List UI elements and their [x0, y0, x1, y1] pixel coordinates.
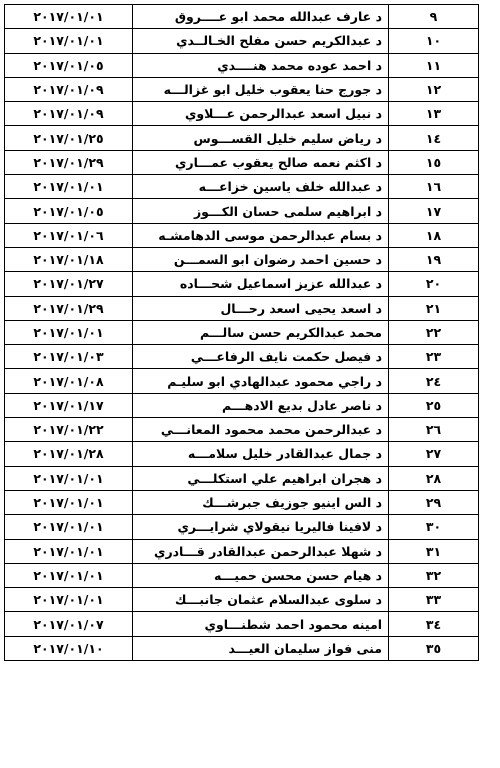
number-cell: ٢٩ [389, 490, 479, 514]
table-row [5, 223, 479, 247]
number-cell: ١٣ [389, 102, 479, 126]
roster-table-body [5, 5, 479, 661]
table-row [5, 320, 479, 344]
date-cell: ٢٠١٧/٠١/٠١ [5, 29, 133, 53]
table-row [5, 150, 479, 174]
name-cell: د رياض سليم خليل القســـوس [133, 126, 389, 150]
date-cell: ٢٠١٧/٠١/٠٦ [5, 223, 133, 247]
table-row [5, 102, 479, 126]
name-cell: د حسين احمد رضوان ابو السمـــن [133, 247, 389, 271]
number-cell: ٢٠ [389, 272, 479, 296]
number-cell: ٢٨ [389, 466, 479, 490]
table-row [5, 296, 479, 320]
name-cell: د لافينا فاليريا نيقولاي شرايـــري [133, 515, 389, 539]
date-cell: ٢٠١٧/٠١/٠١ [5, 563, 133, 587]
number-cell: ٢٥ [389, 393, 479, 417]
table-row [5, 612, 479, 636]
table-row [5, 490, 479, 514]
table-row [5, 563, 479, 587]
number-cell: ٢٧ [389, 442, 479, 466]
name-cell: امينه محمود احمد شطنـــاوي [133, 612, 389, 636]
table-row [5, 53, 479, 77]
table-row [5, 5, 479, 29]
date-cell: ٢٠١٧/٠١/٢٩ [5, 150, 133, 174]
table-row [5, 588, 479, 612]
table-row [5, 29, 479, 53]
date-cell: ٢٠١٧/٠١/٠١ [5, 175, 133, 199]
date-cell: ٢٠١٧/٠١/١٧ [5, 393, 133, 417]
table-row [5, 418, 479, 442]
table-row [5, 636, 479, 660]
number-cell: ١٥ [389, 150, 479, 174]
name-cell: د هجران ابراهيم علي استكلـــي [133, 466, 389, 490]
number-cell: ٣٠ [389, 515, 479, 539]
name-cell: د اسعد يحيى اسعد رحـــال [133, 296, 389, 320]
number-cell: ٣٣ [389, 588, 479, 612]
table-row [5, 126, 479, 150]
number-cell: ١٠ [389, 29, 479, 53]
number-cell: ٣٥ [389, 636, 479, 660]
date-cell: ٢٠١٧/٠١/٠٩ [5, 77, 133, 101]
name-cell: د شهلا عبدالرحمن عبدالقادر قـــادري [133, 539, 389, 563]
table-row [5, 539, 479, 563]
table-row [5, 77, 479, 101]
table-row [5, 175, 479, 199]
date-cell: ٢٠١٧/٠١/١٠ [5, 636, 133, 660]
date-cell: ٢٠١٧/٠١/٠١ [5, 588, 133, 612]
name-cell: د احمد عوده محمد هنــــدي [133, 53, 389, 77]
table-row [5, 369, 479, 393]
name-cell: د عبدالكريم حسن مفلح الخـالــدي [133, 29, 389, 53]
date-cell: ٢٠١٧/٠١/٠١ [5, 515, 133, 539]
number-cell: ٢٢ [389, 320, 479, 344]
name-cell: د سلوى عبدالسلام عثمان جانبـــك [133, 588, 389, 612]
number-cell: ١٤ [389, 126, 479, 150]
date-cell: ٢٠١٧/٠١/٠٥ [5, 53, 133, 77]
number-cell: ٣٢ [389, 563, 479, 587]
name-cell: د نبيل اسعد عبدالرحمن عـــلاوي [133, 102, 389, 126]
table-row [5, 466, 479, 490]
number-cell: ٢١ [389, 296, 479, 320]
date-cell: ٢٠١٧/٠١/٠٩ [5, 102, 133, 126]
name-cell: د جمال عبدالقادر خليل سلامـــه [133, 442, 389, 466]
date-cell: ٢٠١٧/٠١/٢٢ [5, 418, 133, 442]
name-cell: د عبدالرحمن محمد محمود المعانـــي [133, 418, 389, 442]
date-cell: ٢٠١٧/٠١/٠٣ [5, 345, 133, 369]
date-cell: ٢٠١٧/٠١/١٨ [5, 247, 133, 271]
number-cell: ١٩ [389, 247, 479, 271]
number-cell: ٢٤ [389, 369, 479, 393]
roster-table [4, 4, 479, 661]
name-cell: د عبدالله خلف ياسين خزاعـــه [133, 175, 389, 199]
number-cell: ١١ [389, 53, 479, 77]
number-cell: ١٢ [389, 77, 479, 101]
name-cell: د ناصر عادل بديع الادهـــم [133, 393, 389, 417]
name-cell: منى فواز سليمان العيـــد [133, 636, 389, 660]
date-cell: ٢٠١٧/٠١/٠١ [5, 466, 133, 490]
date-cell: ٢٠١٧/٠١/٠٧ [5, 612, 133, 636]
number-cell: ١٧ [389, 199, 479, 223]
number-cell: ١٦ [389, 175, 479, 199]
number-cell: ٢٣ [389, 345, 479, 369]
date-cell: ٢٠١٧/٠١/٠٨ [5, 369, 133, 393]
number-cell: ٩ [389, 5, 479, 29]
table-row [5, 515, 479, 539]
name-cell: د بسام عبدالرحمن موسى الدهامشـه [133, 223, 389, 247]
number-cell: ١٨ [389, 223, 479, 247]
number-cell: ٣٤ [389, 612, 479, 636]
name-cell: د الس اينيو جوزيف جبرشـــك [133, 490, 389, 514]
name-cell: د فيصل حكمت نايف الرفاعـــي [133, 345, 389, 369]
table-row [5, 345, 479, 369]
table-row [5, 199, 479, 223]
name-cell: د هيام حسن محسن حميـــه [133, 563, 389, 587]
date-cell: ٢٠١٧/٠١/٢٧ [5, 272, 133, 296]
name-cell: محمد عبدالكريم حسن سالـــم [133, 320, 389, 344]
number-cell: ٢٦ [389, 418, 479, 442]
date-cell: ٢٠١٧/٠١/٠١ [5, 320, 133, 344]
name-cell: د عارف عبدالله محمد ابو عــــروق [133, 5, 389, 29]
number-cell: ٣١ [389, 539, 479, 563]
table-row [5, 272, 479, 296]
name-cell: د ابراهيم سلمى حسان الكـــوز [133, 199, 389, 223]
date-cell: ٢٠١٧/٠١/٠١ [5, 490, 133, 514]
table-row [5, 393, 479, 417]
date-cell: ٢٠١٧/٠١/٠١ [5, 539, 133, 563]
date-cell: ٢٠١٧/٠١/٢٩ [5, 296, 133, 320]
name-cell: د جورج حنا يعقوب خليل ابو غزالـــه [133, 77, 389, 101]
date-cell: ٢٠١٧/٠١/٠٥ [5, 199, 133, 223]
date-cell: ٢٠١٧/٠١/٢٨ [5, 442, 133, 466]
name-cell: د عبدالله عزيز اسماعيل شحـــاده [133, 272, 389, 296]
name-cell: د اكثم نعمه صالح يعقوب عمـــاري [133, 150, 389, 174]
date-cell: ٢٠١٧/٠١/٢٥ [5, 126, 133, 150]
date-cell: ٢٠١٧/٠١/٠١ [5, 5, 133, 29]
name-cell: د راجي محمود عبدالهادي ابو سليـم [133, 369, 389, 393]
table-row [5, 247, 479, 271]
table-row [5, 442, 479, 466]
